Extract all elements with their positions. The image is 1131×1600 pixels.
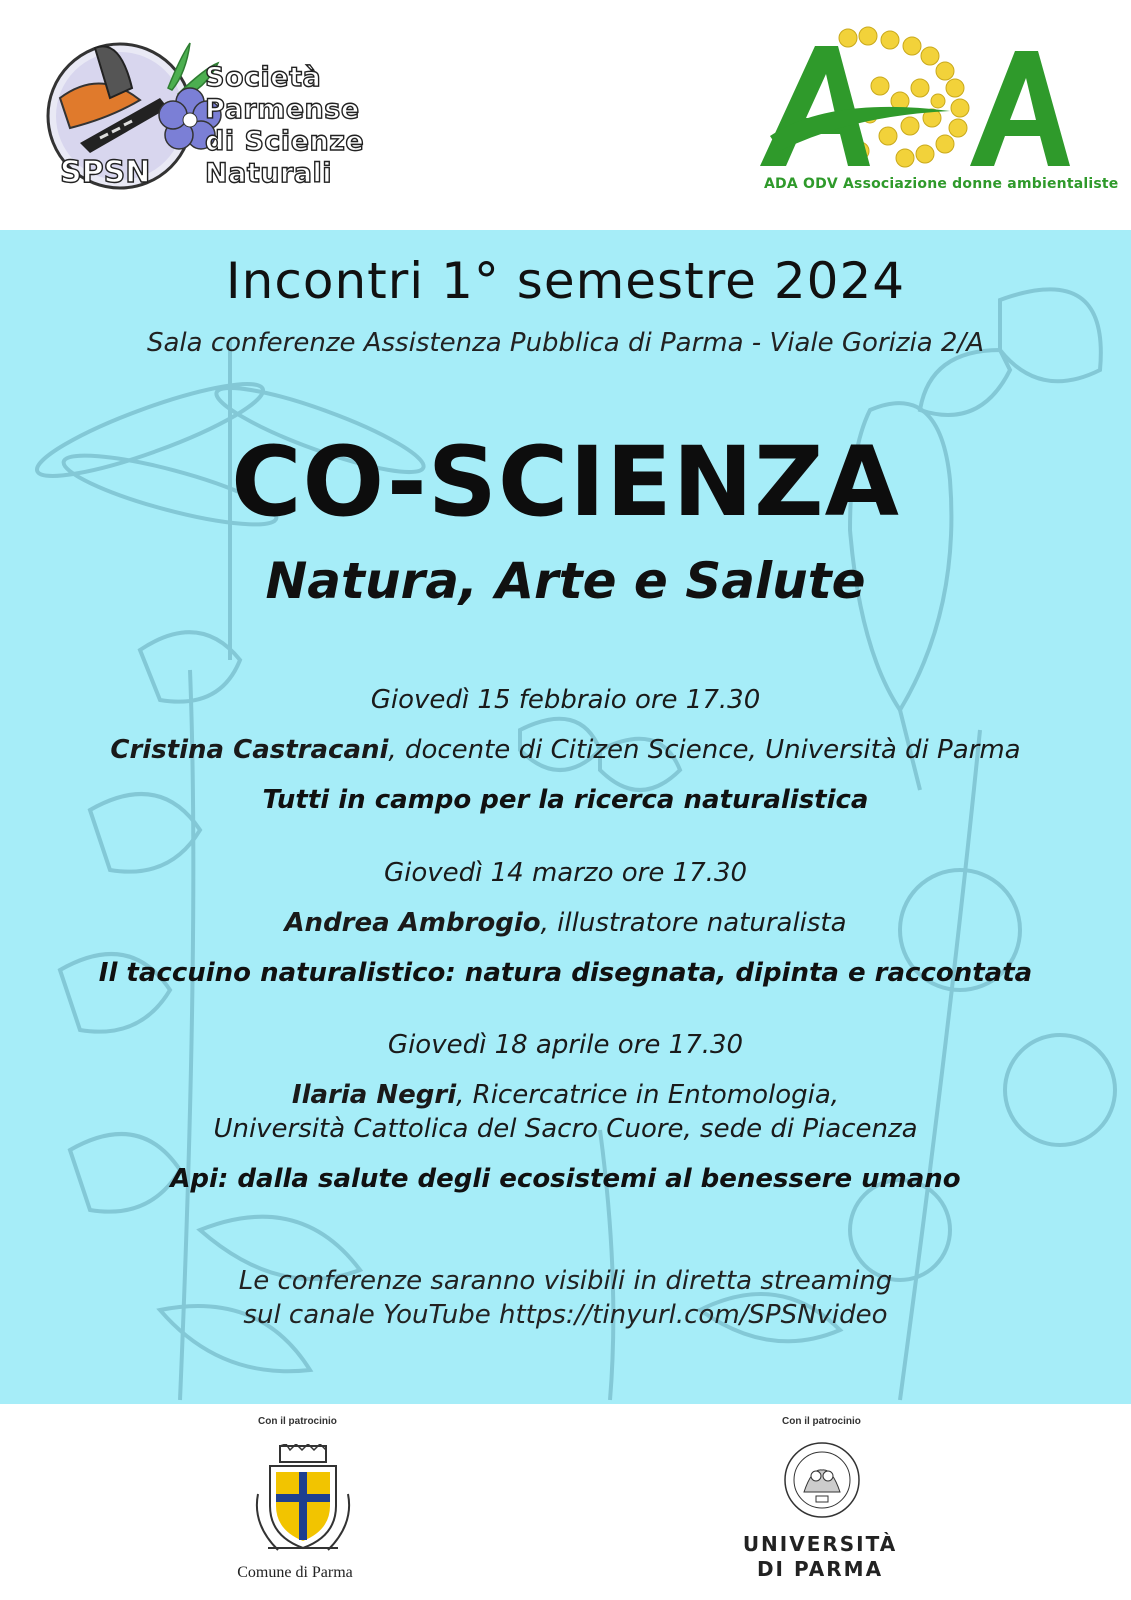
event-1-date: Giovedì 15 febbraio ore 17.30	[370, 685, 761, 715]
main-panel	[0, 230, 1131, 1404]
comune-di-parma-name: Comune di Parma	[237, 1564, 353, 1581]
series-title: Incontri 1° semestre 2024	[225, 252, 906, 310]
patronage-label-right: Con il patrocinio	[782, 1416, 861, 1427]
event-3-date: Giovedì 18 aprile ore 17.30	[387, 1030, 744, 1060]
streaming-note	[0, 1264, 1131, 1332]
event-3-speaker-name: Ilaria Negri	[291, 1080, 457, 1110]
spsn-line-2: Parmense	[205, 94, 360, 125]
universita-name-line-1: UNIVERSITÀ	[742, 1532, 898, 1556]
universita-di-parma-name	[740, 1532, 900, 1582]
botanical-illustration-icon	[0, 230, 1131, 1404]
universita-name-line-2: DI PARMA	[756, 1557, 884, 1581]
event-2-speaker	[0, 908, 1131, 938]
spsn-line-1: Società	[205, 62, 322, 93]
streaming-link-line[interactable]: sul canale YouTube https://tinyurl.com/SPSNvideo	[243, 1300, 888, 1330]
spsn-line-3: di Scienze	[205, 126, 365, 157]
event-1-talk: Tutti in campo per la ricerca naturalistica	[262, 785, 869, 815]
main-title: CO-SCIENZA	[231, 426, 900, 538]
subtitle: Natura, Arte e Salute	[265, 552, 866, 610]
spsn-badge: SPSN	[60, 155, 151, 190]
event-1-speaker-role: , docente di Citizen Science, Università di Parma	[388, 735, 1021, 765]
universita-di-parma-seal-icon	[782, 1440, 862, 1520]
event-1-speaker	[0, 735, 1131, 765]
header	[0, 0, 1131, 230]
event-2-talk: Il taccuino naturalistico: natura disegnata, dipinta e raccontata	[98, 958, 1033, 988]
event-3-talk: Api: dalla salute degli ecosistemi al benessere umano	[170, 1164, 961, 1194]
venue: Sala conferenze Assistenza Pubblica di Parma - Viale Gorizia 2/A	[146, 328, 985, 358]
event-3-speaker	[0, 1080, 1131, 1110]
ada-mimosa-icon	[760, 26, 1090, 176]
streaming-line-1: Le conferenze saranno visibili in diretta streaming	[238, 1266, 893, 1296]
spsn-wordmark	[205, 62, 395, 190]
event-2-date: Giovedì 14 marzo ore 17.30	[383, 858, 748, 888]
patronage-label-left: Con il patrocinio	[258, 1416, 337, 1427]
ada-caption: ADA ODV Associazione donne ambientaliste	[764, 176, 1119, 192]
footer	[0, 1404, 1131, 1600]
event-3-speaker-role: , Ricercatrice in Entomologia,	[456, 1080, 840, 1110]
event-2-speaker-role: , illustratore naturalista	[540, 908, 847, 938]
event-3-speaker-affiliation: Università Cattolica del Sacro Cuore, sede di Piacenza	[213, 1114, 918, 1144]
ada-logo	[760, 26, 1090, 176]
spsn-line-4: Naturali	[205, 158, 332, 189]
event-1-speaker-name: Cristina Castracani	[110, 735, 389, 765]
event-2-speaker-name: Andrea Ambrogio	[284, 908, 541, 938]
comune-di-parma-crest-icon	[248, 1444, 358, 1559]
